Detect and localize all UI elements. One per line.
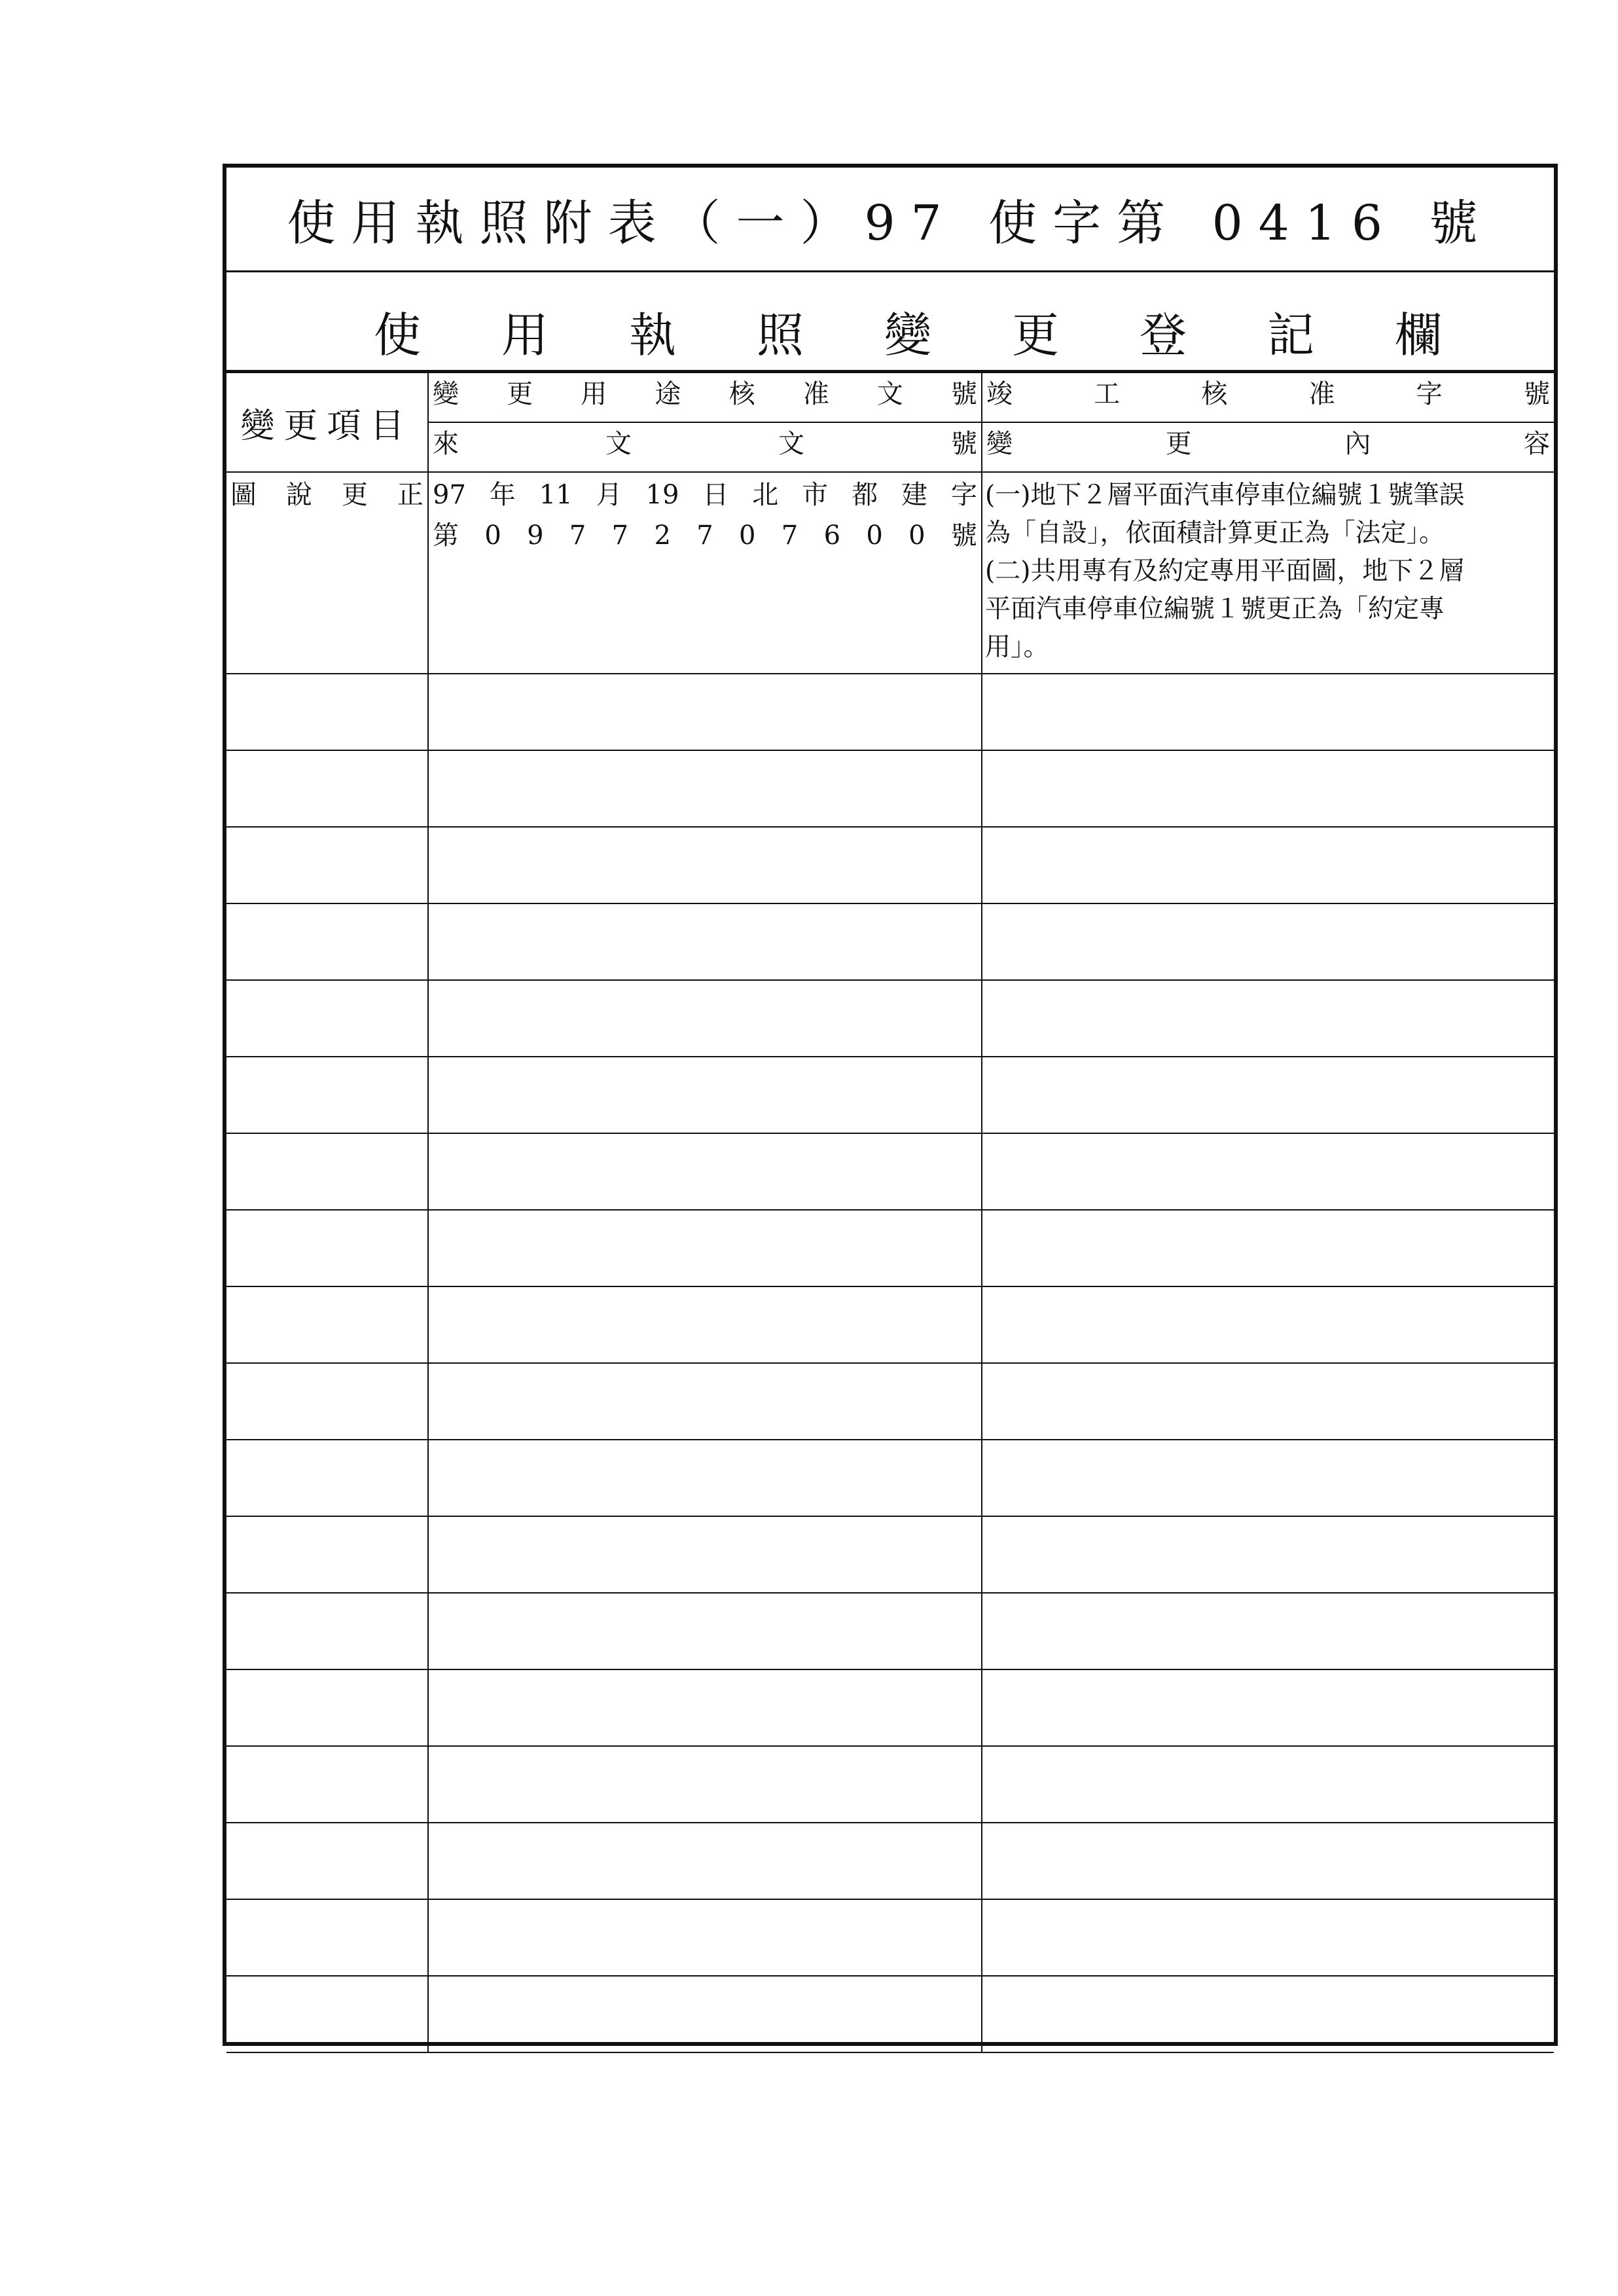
header-char: 容: [1523, 429, 1550, 459]
empty-cell: [226, 1210, 428, 1286]
doc-char: 都: [852, 480, 878, 510]
empty-cell: [428, 903, 982, 980]
doc-char: 0: [908, 520, 926, 551]
entry-content-cell: [982, 472, 1554, 674]
header-char: 號: [950, 379, 977, 409]
subtitle-char: 使: [374, 308, 422, 363]
subtitle-char: 照: [757, 308, 804, 363]
empty-cell: [428, 827, 982, 903]
empty-table-row: [226, 1286, 1554, 1363]
empty-cell: [428, 1440, 982, 1516]
doc-char: 7: [781, 520, 799, 551]
doc-char: 7: [696, 520, 713, 551]
empty-cell: [226, 750, 428, 827]
empty-cell: [982, 827, 1554, 903]
subtitle-char: 記: [1267, 308, 1315, 363]
doc-char: 11: [539, 480, 573, 510]
approval-header-cell: [428, 373, 982, 422]
empty-table-row: [226, 1057, 1554, 1133]
empty-cell: [428, 1976, 982, 2052]
completion-header: [982, 373, 1554, 410]
doc-header: [429, 423, 981, 460]
empty-cell: [428, 1669, 982, 1746]
empty-cell: [226, 1440, 428, 1516]
subtitle-char: 欄: [1395, 308, 1443, 363]
content-header-cell: [982, 422, 1554, 472]
empty-cell: [982, 903, 1554, 980]
empty-table-row: [226, 1363, 1554, 1440]
doc-char: 19: [645, 480, 679, 510]
empty-table-row: [226, 1823, 1554, 1899]
empty-cell: [428, 1286, 982, 1363]
empty-cell: [226, 827, 428, 903]
subtitle-char: 執: [629, 308, 677, 363]
content-line: (一)地下２層平面汽車停車位編號１號筆誤: [985, 481, 1465, 510]
empty-cell: [428, 750, 982, 827]
empty-cell: [428, 1823, 982, 1899]
empty-cell: [982, 1593, 1554, 1669]
empty-cell: [428, 1210, 982, 1286]
subtitle-char: 更: [1012, 308, 1060, 363]
doc-char: 市: [802, 480, 829, 510]
doc-char: 0: [484, 520, 501, 551]
empty-cell: [226, 1899, 428, 1976]
empty-cell: [982, 750, 1554, 827]
empty-cell: [226, 1746, 428, 1823]
doc-char: 年: [489, 480, 516, 510]
subtitle-char: 變: [884, 308, 932, 363]
empty-cell: [982, 1286, 1554, 1363]
entry-doc-cell: [428, 472, 982, 674]
header-char: 文: [605, 429, 632, 459]
header-char: 更: [1165, 429, 1192, 459]
item-char: 更: [342, 480, 368, 510]
empty-table-row: [226, 1133, 1554, 1210]
header-char: 文: [778, 429, 804, 459]
empty-cell: [428, 1593, 982, 1669]
empty-cell: [428, 980, 982, 1057]
change-content: [982, 473, 1554, 666]
empty-cell: [226, 903, 428, 980]
empty-cell: [226, 1286, 428, 1363]
header-char: 核: [1201, 379, 1228, 409]
doc-char: 7: [611, 520, 629, 551]
empty-table-row: [226, 903, 1554, 980]
empty-cell: [428, 1899, 982, 1976]
empty-cell: [226, 1133, 428, 1210]
item-header-cell: [226, 373, 428, 472]
entry-item-cell: [226, 472, 428, 674]
header-char: 號: [951, 429, 977, 459]
content-line: (二)共用專有及約定專用平面圖，地下２層: [985, 556, 1465, 586]
doc-char: 北: [752, 480, 779, 510]
header-char: 准: [1308, 379, 1335, 409]
empty-cell: [226, 1976, 428, 2052]
entry-doc-line2: [429, 513, 981, 554]
empty-cell: [428, 1057, 982, 1133]
header-char: 竣: [986, 379, 1013, 409]
empty-table-row: [226, 1746, 1554, 1823]
empty-cell: [428, 1516, 982, 1593]
header-char: 變: [986, 429, 1013, 459]
empty-cell: [226, 1363, 428, 1440]
header-char: 准: [802, 379, 829, 409]
empty-table-row: [226, 1440, 1554, 1516]
empty-table-row: [226, 1899, 1554, 1976]
empty-cell: [982, 1057, 1554, 1133]
doc-char: 9: [527, 520, 544, 551]
empty-cell: [982, 1516, 1554, 1593]
header-char: 途: [655, 379, 681, 409]
empty-cell: [428, 1363, 982, 1440]
change-record-table: [226, 372, 1554, 2053]
header-char: 變: [433, 379, 459, 409]
empty-cell: [428, 1746, 982, 1823]
header-char: 更: [507, 379, 533, 409]
empty-cell: [982, 674, 1554, 750]
empty-cell: [226, 980, 428, 1057]
form-subtitle: [226, 272, 1554, 372]
empty-cell: [226, 1669, 428, 1746]
doc-char: 建: [901, 480, 928, 510]
header-row: [226, 373, 1554, 422]
doc-char: 月: [596, 480, 622, 510]
empty-table-row: [226, 1669, 1554, 1746]
empty-cell: [982, 1440, 1554, 1516]
doc-char: 0: [866, 520, 883, 551]
empty-table-row: [226, 674, 1554, 750]
approval-header: [429, 373, 981, 410]
empty-table-row: [226, 980, 1554, 1057]
empty-cell: [982, 1823, 1554, 1899]
empty-cell: [226, 1057, 428, 1133]
empty-cell: [982, 1210, 1554, 1286]
doc-char: 日: [702, 480, 729, 510]
empty-cell: [982, 1899, 1554, 1976]
content-line: 平面汽車停車位編號１號更正為「約定專: [985, 594, 1445, 624]
empty-table-row: [226, 1976, 1554, 2052]
empty-table-row: [226, 1210, 1554, 1286]
header-char: 文: [876, 379, 903, 409]
empty-cell: [428, 674, 982, 750]
empty-table-row: [226, 750, 1554, 827]
item-header: 變更項目: [240, 406, 414, 446]
empty-table-row: [226, 827, 1554, 903]
empty-rows: [226, 674, 1554, 2052]
item-char: 說: [286, 480, 312, 510]
doc-char: 6: [823, 520, 841, 551]
empty-cell: [226, 1823, 428, 1899]
empty-cell: [982, 1976, 1554, 2052]
doc-char: 7: [569, 520, 586, 551]
item-char: 圖: [230, 480, 257, 510]
registration-form-frame: [223, 164, 1558, 2046]
header-char: 來: [433, 429, 459, 459]
completion-header-cell: [982, 373, 1554, 422]
header-char: 號: [1523, 379, 1550, 409]
empty-cell: [226, 1516, 428, 1593]
empty-cell: [982, 1669, 1554, 1746]
form-title: 使用執照附表（一）97 使字第 0416 號: [226, 168, 1554, 272]
doc-char: 0: [739, 520, 756, 551]
doc-header-cell: [428, 422, 982, 472]
empty-cell: [226, 674, 428, 750]
entry-doc-line1: [429, 473, 981, 513]
empty-table-row: [226, 1516, 1554, 1593]
empty-cell: [982, 1746, 1554, 1823]
doc-char: 字: [950, 480, 977, 510]
header-char: 用: [581, 379, 607, 409]
header-char: 內: [1344, 429, 1371, 459]
item-char: 正: [397, 480, 423, 510]
content-header: [982, 423, 1554, 460]
table-row: [226, 472, 1554, 674]
doc-char: 97: [433, 480, 466, 510]
entry-item: [226, 473, 427, 513]
header-char: 核: [728, 379, 755, 409]
doc-char: 號: [950, 520, 977, 551]
subtitle-char: 登: [1140, 308, 1187, 363]
header-char: 工: [1094, 379, 1121, 409]
empty-cell: [982, 980, 1554, 1057]
empty-cell: [226, 1593, 428, 1669]
empty-cell: [982, 1133, 1554, 1210]
doc-char: 第: [433, 520, 459, 551]
content-line: 用」。: [985, 632, 1049, 662]
content-line: 為「自設」，依面積計算更正為「法定」。: [985, 519, 1445, 548]
empty-cell: [982, 1363, 1554, 1440]
empty-table-row: [226, 1593, 1554, 1669]
subtitle-char: 用: [501, 308, 549, 363]
header-char: 字: [1416, 379, 1443, 409]
doc-char: 2: [654, 520, 671, 551]
empty-cell: [428, 1133, 982, 1210]
